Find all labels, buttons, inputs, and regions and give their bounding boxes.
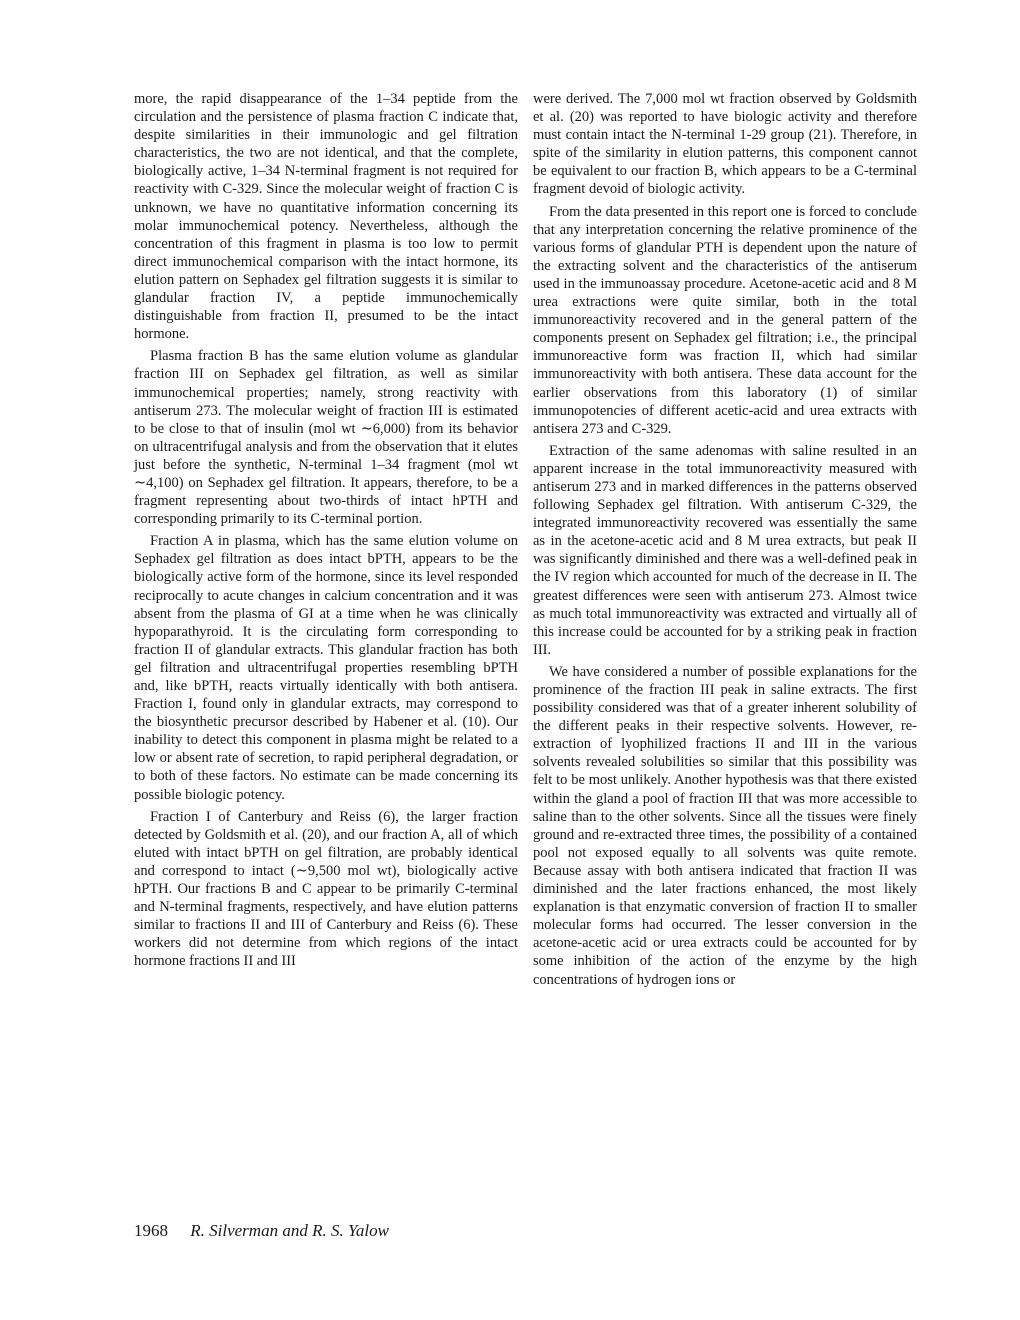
page-footer: [134, 1221, 389, 1241]
paragraph: Plasma fraction B has the same elution volume as glandular fraction III on Sephadex gel filtration, as well as similar immunochemical properties; namely, strong reactivity with antiserum 273. The molecular weight of fraction III is estimated to be close to that of insulin (mol wt ∼6,000) from its behavior on ultracentrifugal analysis and from the observation that it elutes just before the synthetic, N-terminal 1–34 fragment (mol wt ∼4,100) on Sephadex gel filtration. It appears, therefore, to be a fragment representing about two-thirds of intact hPTH and corresponding primarily to its C-terminal portion.: [134, 348, 518, 528]
paragraph: were derived. The 7,000 mol wt fraction observed by Goldsmith et al. (20) was reported to have biologic activity and therefore must contain intact the N-terminal 1-29 group (21). Therefore, in spite of the similarity in elution patterns, this component cannot be equivalent to our fraction B, which appears to be a C-terminal fragment devoid of biologic activity.: [533, 91, 917, 198]
paragraph: Fraction I of Canterbury and Reiss (6), the larger fraction detected by Goldsmith et al. (20), and our fraction A, all of which eluted with intact bPTH on gel filtration, are probably identical and correspond to intact (∼9,500 mol wt), biologically active hPTH. Our fractions B and C appear to be primarily C-terminal and N-terminal fragments, respectively, and have elution patterns similar to fractions II and III of Canterbury and Reiss (6). These workers did not determine from which regions of the intact hormone fractions II and III: [134, 808, 518, 970]
running-authors: R. Silverman and R. S. Yalow: [190, 1221, 389, 1240]
page-number: 1968: [134, 1221, 168, 1240]
paragraph: We have considered a number of possible explanations for the prominence of the fraction III peak in saline extracts. The first possibility considered was that of a greater inherent solubility of the different peaks in their respective solvents. However, re-extraction of lyophilized fractions II and III in the various solvents revealed solubilities so similar that this possibility was felt to be most unlikely. Another hypothesis was that there existed within the gland a pool of fraction III that was more accessible to saline than to the other solvents. Since all the tissues were finely ground and re-extracted three times, the possibility of a contained pool not exposed equally to all solvents was quite remote. Because assay with both antisera indicated that fraction II was diminished and the later fractions enhanced, the most likely explanation is that enzymatic conversion of fraction II to smaller molecular forms had occurred. The lesser conversion in the acetone-acetic acid or urea extracts could be accounted for by some inhibition of the action of the enzyme by the high concentrations of hydrogen ions or: [533, 663, 917, 988]
paragraph: Fraction A in plasma, which has the same elution volume on Sephadex gel filtration as does intact bPTH, appears to be the biologically active form of the hormone, since its level responded reciprocally to acute changes in calcium concentration and it was absent from the plasma of GI at a time when he was clinically hypoparathyroid. It is the circulating form corresponding to fraction II of glandular extracts. This glandular fraction has both gel filtration and ultracentrifugal properties resembling bPTH and, like bPTH, reacts virtually identically with both antisera. Fraction I, found only in glandular extracts, may correspond to the biosynthetic precursor described by Habener et al. (10). Our inability to detect this component in plasma might be related to a low or absent rate of secretion, to rapid peripheral degradation, or to both of these factors. No estimate can be made concerning its possible biologic potency.: [134, 533, 518, 803]
right-text-column: [533, 90, 917, 993]
paragraph: more, the rapid disappearance of the 1–34 peptide from the circulation and the persistence of plasma fraction C indicate that, despite similarities in their immunologic and gel filtration characteristics, the two are not identical, and that the complete, biologically active, 1–34 N-terminal fragment is not required for reactivity with C-329. Since the molecular weight of fraction C is unknown, we have no quantitative information concerning its molar immunochemical potency. Nevertheless, although the concentration of this fragment in plasma is too low to permit direct immunochemical comparison with the intact hormone, its elution pattern on Sephadex gel filtration suggests it is similar to glandular fraction IV, a peptide immunochemically distinguishable from fraction II, presumed to be the intact hormone.: [134, 91, 518, 343]
paragraph: Extraction of the same adenomas with saline resulted in an apparent increase in the total immunoreactivity measured with antiserum 273 and in marked differences in the patterns observed following Sephadex gel filtration. With antiserum C-329, the integrated immunoreactivity recovered was essentially the same as in the acetone-acetic acid and 8 M urea extracts, but peak II was significantly diminished and there was a well-defined peak in the IV region which accounted for much of the decrease in II. The greatest differences were seen with antiserum 273. Almost twice as much total immunoreactivity was extracted and virtually all of this increase could be accounted for by a striking peak in fraction III.: [533, 442, 917, 658]
left-text-column: [134, 90, 518, 975]
paragraph: From the data presented in this report one is forced to conclude that any interpretation concerning the relative prominence of the various forms of glandular PTH is dependent upon the nature of the extracting solvent and the characteristics of the antiserum used in the immunoassay procedure. Acetone-acetic acid and 8 M urea extractions were quite similar, both in the total immunoreactivity recovered and in the general pattern of the components present on Sephadex gel filtration; i.e., the principal immunoreactive form was fraction II, which had similar immunoreactivity with both antisera. These data account for the earlier observations from this laboratory (1) of similar immunopotencies of different acetic-acid and urea extracts with antisera 273 and C-329.: [533, 203, 917, 437]
